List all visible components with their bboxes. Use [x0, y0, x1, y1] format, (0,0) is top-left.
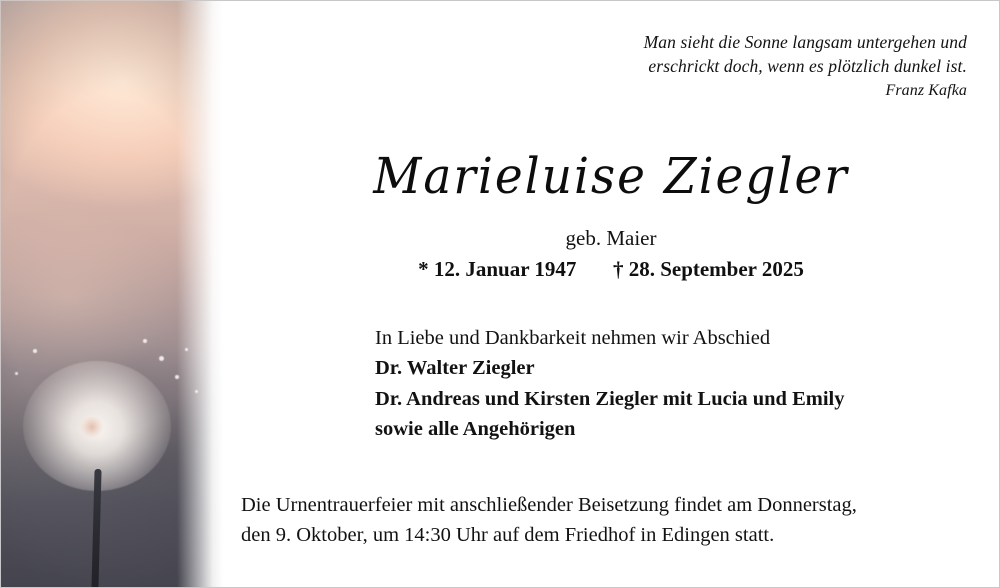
- photo-edge-fade: [177, 1, 223, 588]
- survivor-line: Dr. Andreas und Kirsten Ziegler mit Lucia und Emily: [375, 387, 845, 410]
- quote-block: [644, 31, 967, 102]
- maiden-name: geb. Maier: [565, 226, 657, 250]
- ceremony-details: [241, 491, 973, 550]
- quote-author: Franz Kafka: [885, 82, 967, 100]
- ceremony-line-1: Die Urnentrauerfeier mit anschließender Beisetzung findet am Donnerstag,: [241, 494, 857, 516]
- dandelion-photo: [1, 1, 223, 588]
- ceremony-line-2: den 9. Oktober, um 14:30 Uhr auf dem Friedhof in Edingen statt.: [241, 523, 775, 546]
- farewell-intro: In Liebe und Dankbarkeit nehmen wir Abschied: [375, 327, 771, 349]
- survivor-line: sowie alle Angehörigen: [375, 417, 576, 440]
- quote-line-2: erschrickt doch, wenn es plötzlich dunkel ist.: [648, 55, 967, 76]
- death-date: † 28. September 2025: [612, 257, 804, 281]
- birth-date: * 12. Januar 1947: [418, 257, 577, 281]
- farewell-message: [375, 323, 969, 444]
- survivor-line: Dr. Walter Ziegler: [375, 357, 535, 380]
- quote-line-1: Man sieht die Sonne langsam untergehen und: [643, 32, 967, 52]
- deceased-name: Marieluise Ziegler: [373, 147, 849, 206]
- notice-content: [223, 1, 999, 587]
- life-dates: [223, 257, 999, 282]
